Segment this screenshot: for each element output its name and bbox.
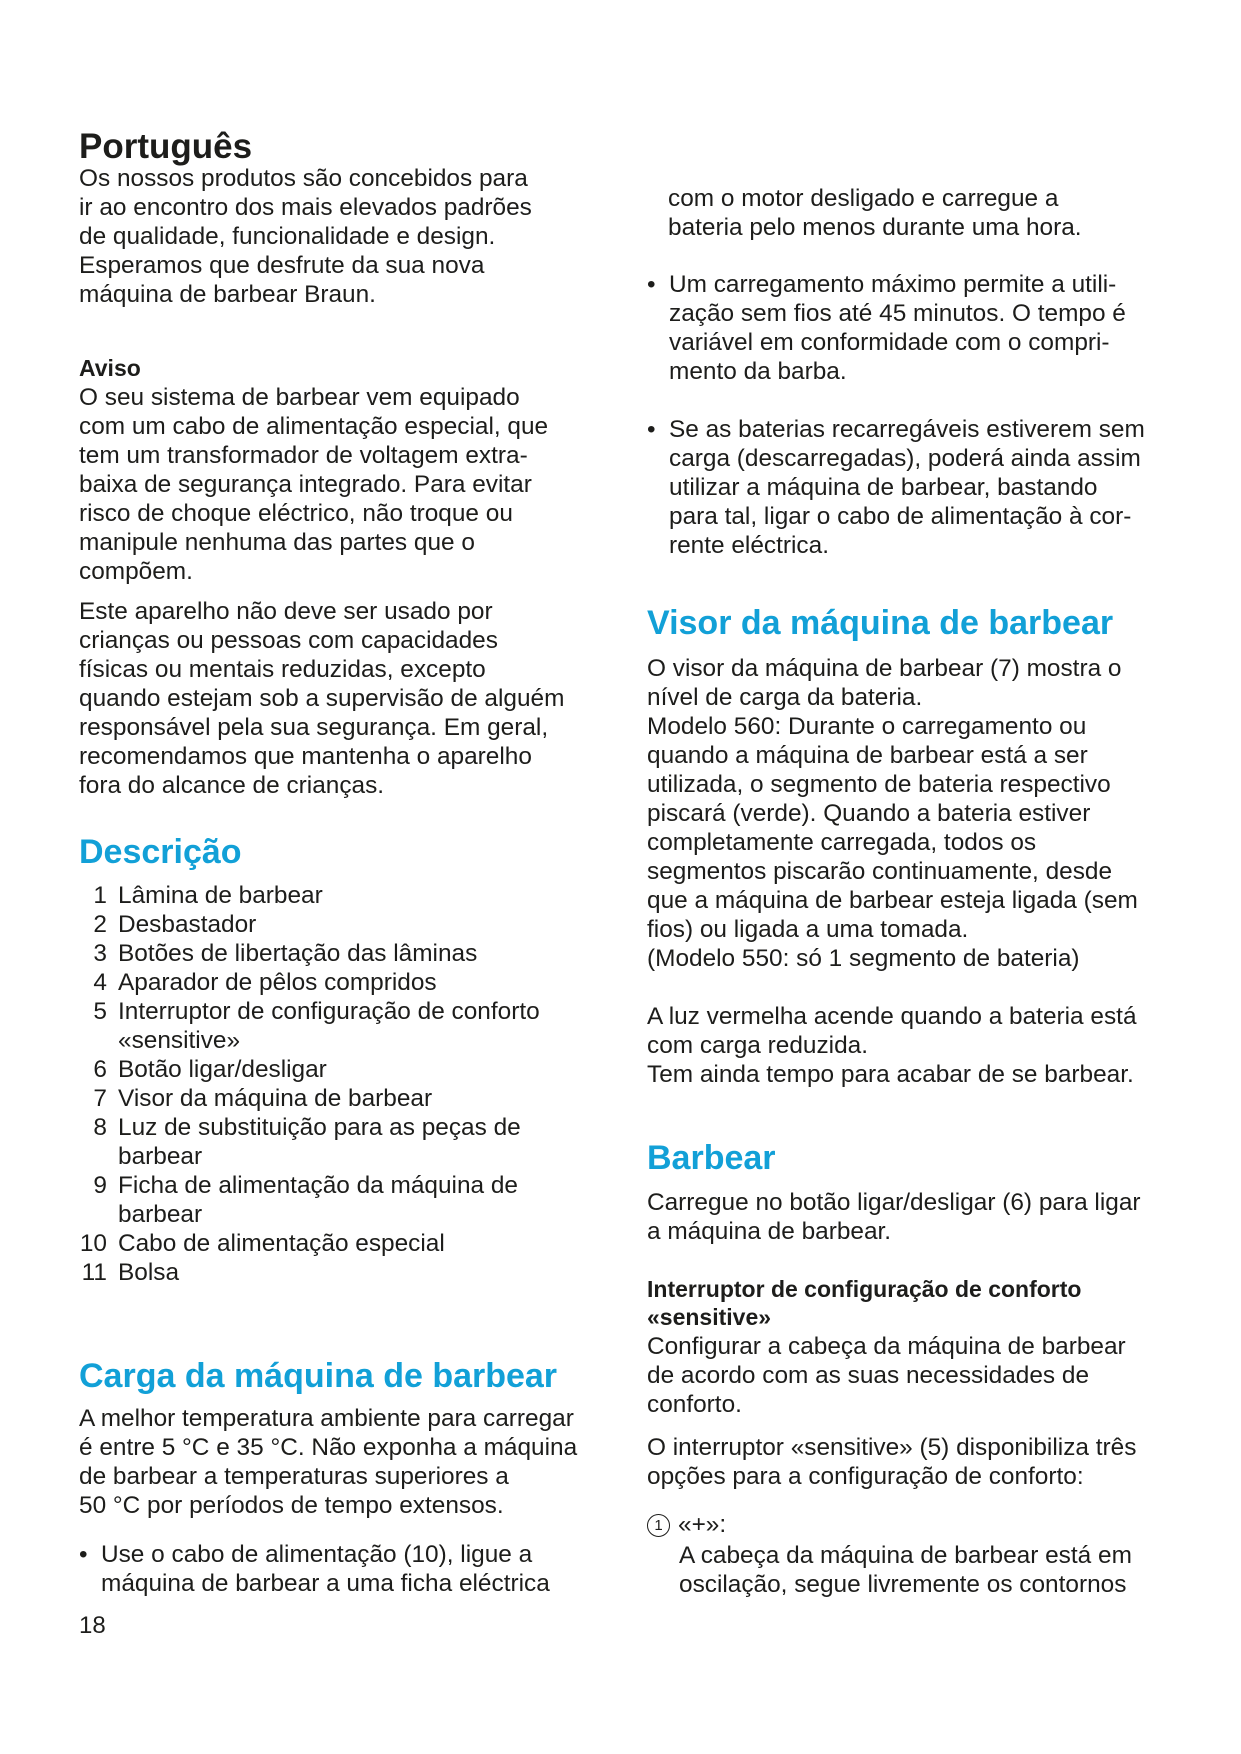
option-1-text: A cabeça da máquina de barbear está em oscilação, segue livremente os contornos xyxy=(679,1542,1132,1598)
description-item-number: 5 xyxy=(93,998,107,1025)
description-item xyxy=(79,1171,540,1229)
page-title: Português xyxy=(79,127,253,166)
description-item-number: 6 xyxy=(93,1056,107,1083)
description-item-number: 10 xyxy=(79,1230,107,1257)
description-item-text: Interruptor de configuração de conforto «sensitive» xyxy=(118,998,540,1054)
description-item-number: 1 xyxy=(93,882,107,909)
bullet-text: Se as baterias recarregáveis estiverem sem carga (descarregadas), poderá ainda assim utilizar a máquina de barbear, bastando para tal, ligar o cabo de alimentação à cor- rente eléctrica. xyxy=(669,416,1145,559)
charging-bullet-3 xyxy=(647,415,1145,560)
shaving-paragraph: Carregue no botão ligar/desligar (6) para ligar a máquina de barbear. xyxy=(647,1189,1141,1245)
description-list xyxy=(79,881,540,1287)
bullet-mark: • xyxy=(647,416,656,443)
description-item xyxy=(79,910,540,939)
description-item-number: 9 xyxy=(93,1172,107,1199)
description-item xyxy=(79,1229,540,1258)
description-item xyxy=(79,939,540,968)
charging-bullet-1-continued: com o motor desligado e carregue a bateria pelo menos durante uma hora. xyxy=(668,185,1082,241)
description-item-number: 8 xyxy=(93,1114,107,1141)
description-item xyxy=(79,1055,540,1084)
shaving-heading: Barbear xyxy=(647,1139,776,1177)
description-item xyxy=(79,997,540,1055)
charging-paragraph: A melhor temperatura ambiente para carregar é entre 5 °C e 35 °C. Não exponha a máquina de barbear a temperaturas superiores a 50 °C por períodos de tempo extensos. xyxy=(79,1405,578,1519)
description-item-number: 2 xyxy=(93,911,107,938)
description-item-text: Desbastador xyxy=(118,911,257,938)
description-item-number: 4 xyxy=(93,969,107,996)
warning-heading: Aviso xyxy=(79,355,141,381)
charging-heading: Carga da máquina de barbear xyxy=(79,1357,558,1395)
description-item-text: Bolsa xyxy=(118,1259,180,1286)
description-item-text: Botões de libertação das lâminas xyxy=(118,940,478,967)
circled-number-1: 1 xyxy=(647,1514,670,1537)
sensitive-paragraph-2: O interruptor «sensitive» (5) disponibiliza três opções para a configuração de conforto: xyxy=(647,1434,1137,1490)
intro-paragraph: Os nossos produtos são concebidos para ir ao encontro dos mais elevados padrões de qualidade, funcionalidade e design. Esperamos que desfrute da sua nova máquina de barbear Braun. xyxy=(79,165,532,308)
warning-paragraph-1: O seu sistema de barbear vem equipado com um cabo de alimentação especial, que tem um transformador de voltagem extra- baixa de segurança integrado. Para evitar risco de choque eléctrico, não troque ou manipule nenhuma das partes que o compõem. xyxy=(79,384,549,585)
description-item xyxy=(79,1113,540,1171)
option-1 xyxy=(647,1510,726,1539)
bullet-mark: • xyxy=(79,1541,88,1568)
description-item-text: Lâmina de barbear xyxy=(118,882,323,909)
charging-bullet-1 xyxy=(79,1540,550,1598)
bullet-text: Use o cabo de alimentação (10), ligue a máquina de barbear a uma ficha eléctrica xyxy=(101,1541,550,1597)
description-item-number: 3 xyxy=(93,940,107,967)
description-item-text: Visor da máquina de barbear xyxy=(118,1085,433,1112)
description-heading: Descrição xyxy=(79,833,242,871)
warning-paragraph-2: Este aparelho não deve ser usado por crianças ou pessoas com capacidades físicas ou mentais reduzidas, excepto quando estejam sob a supervisão de alguém responsável pela sua segurança. Em geral, recomendamos que mantenha o aparelho fora do alcance de crianças. xyxy=(79,598,565,799)
description-item xyxy=(79,881,540,910)
sensitive-paragraph-1: Configurar a cabeça da máquina de barbear de acordo com as suas necessidades de conforto. xyxy=(647,1333,1126,1418)
description-item xyxy=(79,1258,540,1287)
display-paragraph-2: A luz vermelha acende quando a bateria está com carga reduzida. Tem ainda tempo para acabar de se barbear. xyxy=(647,1003,1137,1088)
description-item xyxy=(79,968,540,997)
description-item-text: Cabo de alimentação especial xyxy=(118,1230,445,1257)
description-item-number: 7 xyxy=(93,1085,107,1112)
option-1-label: «+»: xyxy=(678,1511,727,1538)
display-heading: Visor da máquina de barbear xyxy=(647,604,1114,642)
description-item-text: Ficha de alimentação da máquina de barbear xyxy=(118,1172,518,1228)
description-item-text: Luz de substituição para as peças de barbear xyxy=(118,1114,521,1170)
description-item-number: 11 xyxy=(81,1259,107,1286)
bullet-mark: • xyxy=(647,271,656,298)
page-number: 18 xyxy=(79,1612,106,1639)
description-item-text: Botão ligar/desligar xyxy=(118,1056,327,1083)
sensitive-subheading: Interruptor de configuração de conforto «sensitive» xyxy=(647,1276,1082,1330)
charging-bullet-2 xyxy=(647,270,1126,386)
description-item xyxy=(79,1084,540,1113)
display-paragraph-1: O visor da máquina de barbear (7) mostra o nível de carga da bateria. Modelo 560: Durante o carregamento ou quando a máquina de barbear está a ser utilizada, o segmento de bateria respectivo piscará (verde). Quando a bateria estiver completamente carregada, todos os segmentos piscarão continuamente, desde que a máquina de barbear esteja ligada (sem fios) ou ligada a uma tomada. (Modelo 550: só 1 segmento de bateria) xyxy=(647,655,1138,972)
description-item-text: Aparador de pêlos compridos xyxy=(118,969,437,996)
bullet-text: Um carregamento máximo permite a utili- zação sem fios até 45 minutos. O tempo é variável em conformidade com o compri- mento da barba. xyxy=(669,271,1126,385)
